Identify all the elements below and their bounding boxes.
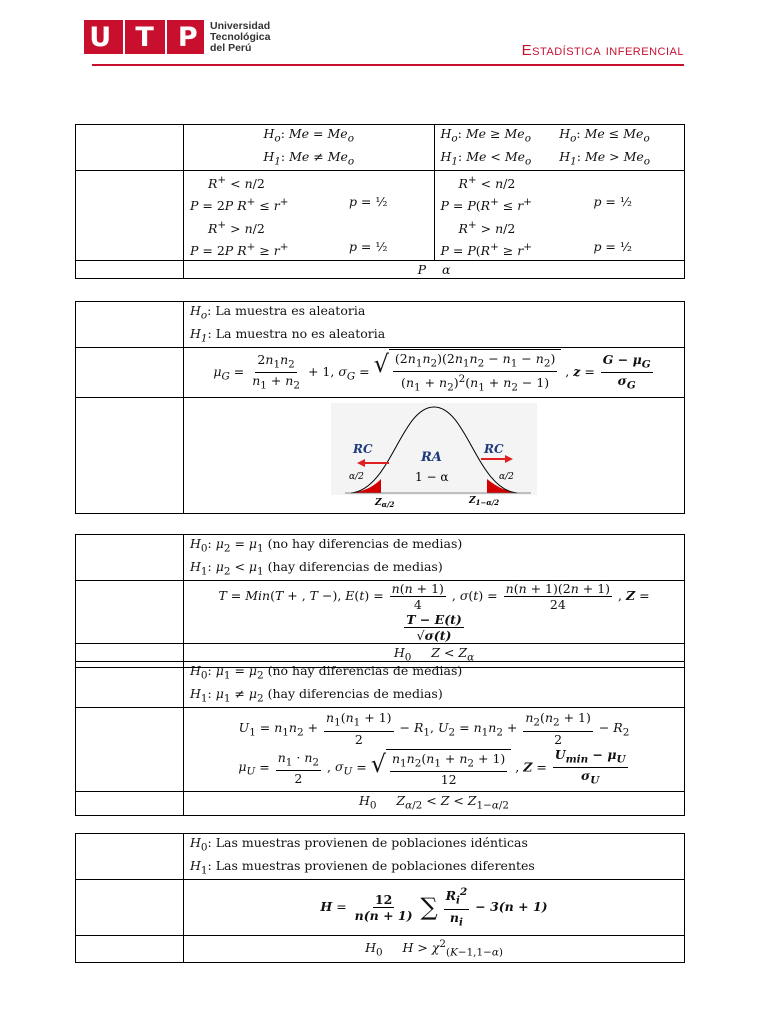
hypotheses-cell: $H_o$: La muestra es aleatoria $H_1$: La muestra no es aleatoria bbox=[184, 302, 685, 348]
course-title: Estadística inferencial bbox=[521, 42, 684, 59]
kruskal-formula-cell: H = $\frac{12}{n(n + 1)}$ ∑ $\frac{R_i^2}{n_i}$ − 3(n + 1) bbox=[184, 880, 685, 936]
one-tailed-rules: R+ < n/2 P = P(R+ ≤ r+ p = ½ R+ > n/2 P = P(R+ ≥ r+ p = ½ bbox=[440, 174, 632, 258]
alpha-half-right: α/2 bbox=[499, 471, 514, 482]
decision-cell: P α bbox=[184, 261, 685, 279]
label-cell bbox=[76, 171, 184, 261]
wilcoxon-formula-cell: T = Min(T + , T −), E(t) = $\frac{n(n + 1)}{4}$ , σ(t) = $\frac{n(n + 1)(2n + 1)}{24}$ , Z = $\frac{T - E(t)}{√\sigma(t)}$ bbox=[184, 581, 685, 644]
rc-left-label: RC bbox=[353, 441, 373, 456]
logo-letter-t: T bbox=[135, 21, 155, 53]
logo-letter-p: P bbox=[177, 21, 199, 53]
median-test-table bbox=[75, 124, 685, 279]
rules-cell bbox=[184, 171, 685, 261]
mann-whitney-formula-cell: $U_1 = n_1n_2$ + $\frac{n_1(n_1 + 1)}{2}$ − $R_1$, $U_2 = n_1n_2$ + $\frac{n_2(n_2 + 1)}{2}$ − $R_2$ $\mu_U$ = $\frac{n_1 \cdot n_2}{2}$ , $\sigma_U$ = √ $\frac{n_1n_2(n_1 + n_2 + 1)}{12}$ , Z = $\frac{U_{min} - \mu_U}{\sigma_U}$ bbox=[184, 708, 685, 792]
rc-right-label: RC bbox=[484, 441, 504, 456]
logo-text: Universidad Tecnológica del Perú bbox=[210, 19, 271, 54]
alpha-half-left: α/2 bbox=[349, 471, 364, 482]
one-tailed-hypotheses: $H_o$: $Me \ge Me_o$ $H_o$: $Me \le Me_o$ $H_1$: $Me < Me_o$ $H_1$: $Me > Me_o$ bbox=[440, 126, 651, 167]
wilcoxon-test-table bbox=[75, 534, 685, 668]
label-cell bbox=[76, 125, 184, 171]
kruskal-wallis-test-table bbox=[75, 833, 685, 963]
ra-label: RA bbox=[421, 449, 442, 465]
two-tailed-hypotheses: $H_o$: $Me = Me_o$ $H_1$: $Me \ne Me_o$ bbox=[184, 125, 435, 170]
logo-letter-u: U bbox=[89, 21, 113, 53]
z-left-critical: $Z_{\alpha/2}$ bbox=[375, 497, 395, 509]
one-minus-alpha-label: 1 − α bbox=[415, 469, 449, 484]
hypotheses-cell: $H_0$: $\mu_1 = \mu_2$ (no hay diferencias de medias) $H_1$: $\mu_1 \ne \mu_2$ (hay diferencias de medias) bbox=[184, 662, 685, 708]
runs-formula-cell: $\mu_G$ = $\frac{2n_1n_2}{n_1 + n_2}$ + 1, $\sigma_G$ = √ $\frac{(2n_1n_2)(2n_1n_2 - n_1 - n_2)}{(n_1 + n_2)^2(n_1 + n_2 - 1)}$ , z = $\frac{G - \mu_G}{\sigma_G}$ bbox=[184, 348, 685, 398]
logo-letters bbox=[84, 20, 204, 54]
runs-test-table bbox=[75, 301, 685, 514]
hypotheses-cell: $H_0$: Las muestras provienen de poblaciones idénticas $H_1$: Las muestras provienen de poblaciones diferentes bbox=[184, 834, 685, 880]
hypotheses-cell bbox=[184, 125, 685, 171]
utp-logo bbox=[84, 20, 270, 54]
normal-curve-cell bbox=[184, 398, 685, 514]
header-rule bbox=[92, 64, 684, 66]
z-right-critical: $Z_{1-\alpha/2}$ bbox=[469, 495, 500, 507]
decision-cell: $H_0$ $H > \chi^2_{(K-1,1-\alpha)}$ bbox=[184, 936, 685, 963]
normal-curve-diagram bbox=[331, 403, 537, 511]
decision-cell: $H_0$ $Z_{\alpha/2} < Z < Z_{1-\alpha/2}$ bbox=[184, 792, 685, 816]
hypotheses-cell: $H_0$: $\mu_2 = \mu_1$ (no hay diferencias de medias) $H_1$: $\mu_2 < \mu_1$ (hay diferencias de medias) bbox=[184, 535, 685, 581]
two-tailed-rules: R+ < n/2 P = 2P R+ ≤ r+ p = ½ R+ > n/2 P = 2P R+ ≥ r+ p = ½ bbox=[184, 171, 435, 260]
mann-whitney-test-table bbox=[75, 661, 685, 816]
decision-cell: $H_0$ $Z < Z_\alpha$ bbox=[184, 644, 685, 668]
